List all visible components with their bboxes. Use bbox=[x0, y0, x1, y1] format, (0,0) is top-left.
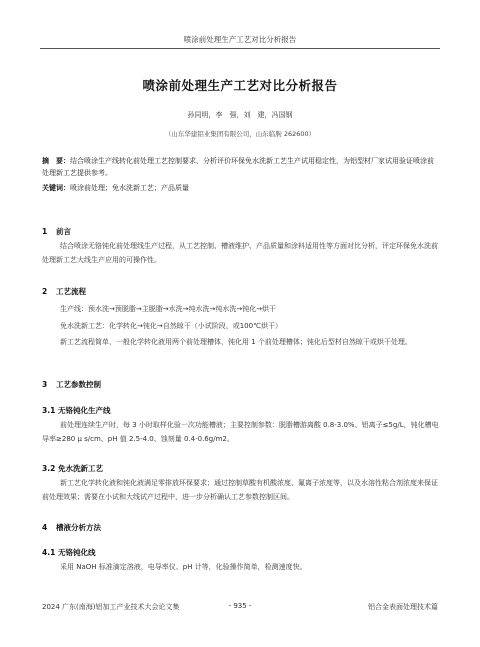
footer-section-name: 铝合金表面处理技术篇 bbox=[368, 603, 438, 611]
section-title: 工艺参数控制 bbox=[56, 380, 101, 389]
subsection-title: 无铬钝化生产线 bbox=[58, 406, 111, 415]
paper-affiliation: （山东华建铝业集团有限公司，山东临朐 262600） bbox=[164, 130, 316, 138]
keywords bbox=[42, 183, 440, 194]
section-2-paragraph: 新工艺流程简单，一般化学转化液用两个前处理槽体，钝化用 1 个前处理槽体；钝化后型材自然晾干或烘干处理。 bbox=[60, 338, 412, 346]
section-number: 3 bbox=[42, 380, 48, 389]
keywords-label: 关键词： bbox=[42, 184, 70, 192]
section-1-paragraph: 结合喷涂无铬钝化前处理线生产过程，从工艺控制、槽液维护、产品质量和涂料适用性等方面对比分析，评定环保免水洗前处理新工艺大线生产应用的可操作性。 bbox=[42, 242, 438, 264]
section-number: 4 bbox=[42, 523, 48, 532]
section-title: 槽液分析方法 bbox=[56, 523, 101, 532]
subsection-number: 3.1 bbox=[42, 406, 56, 415]
section-title: 工艺流程 bbox=[56, 287, 86, 296]
section-heading-4 bbox=[42, 522, 101, 533]
paper-authors: 孙同明，李 强，刘 建，冯国钢 bbox=[187, 111, 293, 119]
subsection-number: 4.1 bbox=[42, 548, 56, 557]
section-heading-1 bbox=[42, 226, 71, 237]
subsection-number: 3.2 bbox=[42, 464, 56, 473]
abstract-label: 摘 要： bbox=[42, 157, 70, 165]
abstract bbox=[42, 156, 440, 179]
subsection-title: 无铬钝化线 bbox=[58, 548, 96, 557]
section-heading-3 bbox=[42, 379, 101, 390]
new-process-flow-line: 免水洗新工艺：化学转化→钝化→自然晾干（小试阶段，或100℃烘干） bbox=[60, 322, 282, 330]
footer-proceedings-title: 2024 广东(南海)铝加工产业技术大会论文集 bbox=[42, 603, 180, 611]
section-title: 前言 bbox=[56, 227, 71, 236]
subsection-heading-3-2 bbox=[42, 463, 103, 474]
keywords-text: 喷涂前处理；免水洗新工艺；产品质量 bbox=[70, 184, 189, 192]
header-rule bbox=[40, 48, 440, 49]
section-3-1-paragraph: 前处理连续生产时，每 3 小时取样化验一次功能槽液；主要控制参数：脱脂槽游离酸 0.8-3.0%、铝离子≤5g/L，钝化槽电导率≥280 μ s/cm、pH 值 2.5-4.0、蚀刻量 0.4-0.6g/m2。 bbox=[42, 421, 439, 443]
paper-title: 喷涂前处理生产工艺对比分析报告 bbox=[142, 78, 338, 93]
section-4-1-paragraph: 采用 NaOH 标准滴定溶液，电导率仪、pH 计等，化验操作简单，检测速度快。 bbox=[60, 563, 307, 571]
running-header: 喷涂前处理生产工艺对比分析报告 bbox=[183, 35, 297, 44]
section-number: 2 bbox=[42, 287, 48, 296]
footer-page-number: - 935 - bbox=[228, 602, 252, 610]
section-number: 1 bbox=[42, 227, 48, 236]
subsection-heading-3-1 bbox=[42, 405, 111, 416]
abstract-text: 结合喷涂生产线转化前处理工艺控制要求，分析评价环保免水洗新工艺生产试用稳定性，为铝型材厂家试用验证喷涂前处理新工艺提供参考。 bbox=[42, 157, 434, 177]
section-3-2-paragraph: 新工艺化学转化液和钝化液满足零排放环保要求；通过控制草酸有机酸浓度、氟离子浓度等，以及水溶性粘合剂浓度来保证前处理效果；需要在小试和大线试产过程中，进一步分析确认工艺参数控制区间。 bbox=[42, 479, 438, 501]
section-heading-2 bbox=[42, 286, 86, 297]
subsection-title: 免水洗新工艺 bbox=[58, 464, 103, 473]
process-flow-line: 生产线：预水洗→预脱脂→主脱脂→水洗→纯水洗→纯水洗→钝化→烘干 bbox=[60, 305, 277, 313]
subsection-heading-4-1 bbox=[42, 547, 96, 558]
